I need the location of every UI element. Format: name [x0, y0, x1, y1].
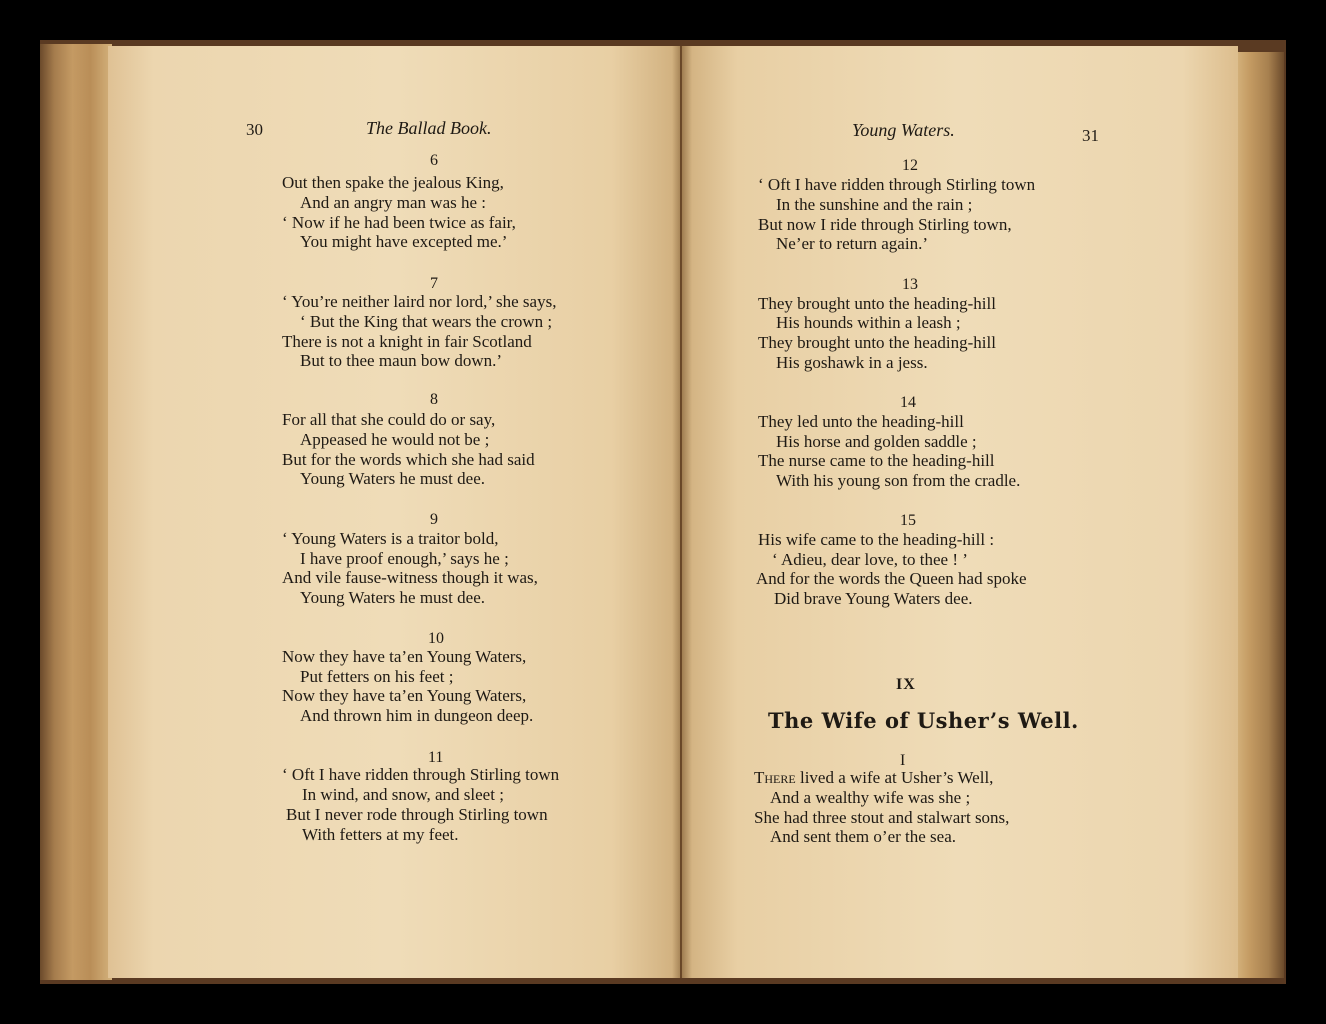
page-number: 31: [1082, 126, 1099, 145]
verse-line: Young Waters he must dee.: [300, 469, 485, 488]
verse-line: Ne’er to return again.’: [776, 234, 928, 253]
stanza-number: 10: [428, 630, 444, 647]
verse-line: Appeased he would not be ;: [300, 430, 490, 449]
stanza-number: 11: [428, 749, 444, 766]
running-head: Young Waters.: [852, 120, 955, 140]
verse-line: ‘ You’re neither laird nor lord,’ she says,: [282, 292, 557, 311]
verse-line: And thrown him in dungeon deep.: [300, 706, 534, 725]
section-title: The Wife of Usher’s Well.: [768, 708, 1079, 733]
verse-line: Put fetters on his feet ;: [300, 667, 454, 686]
verse-line: With fetters at my feet.: [302, 825, 459, 844]
verse-line: She had three stout and stalwart sons,: [754, 808, 1010, 827]
verse-line: Out then spake the jealous King,: [282, 173, 504, 192]
verse-line: You might have excepted me.’: [300, 232, 508, 251]
verse-line: The nurse came to the heading-hill: [758, 451, 995, 470]
page-edges-left: [40, 44, 112, 980]
verse-line: And sent them o’er the sea.: [770, 827, 956, 846]
verse-line: And a wealthy wife was she ;: [770, 788, 971, 807]
verse-line: ‘ But the King that wears the crown ;: [300, 312, 553, 331]
stanza-number: I: [900, 752, 906, 769]
stanza-number: 8: [430, 391, 438, 408]
verse-line: Now they have ta’en Young Waters,: [282, 686, 527, 705]
verse-line: In wind, and snow, and sleet ;: [302, 785, 504, 804]
verse-line: Now they have ta’en Young Waters,: [282, 647, 527, 666]
stanza-number: 7: [430, 275, 438, 292]
verse-line: And an angry man was he :: [300, 193, 487, 212]
stanza-number: 13: [902, 276, 918, 293]
verse-line: They brought unto the heading-hill: [758, 333, 996, 352]
verse-line: And vile fause-witness though it was,: [282, 568, 538, 587]
stanza-number: 14: [900, 394, 916, 411]
verse-line: His wife came to the heading-hill :: [758, 530, 995, 549]
page-edges-right: [1232, 52, 1284, 978]
verse-line: For all that she could do or say,: [282, 410, 496, 429]
left-page: [108, 46, 680, 978]
verse-line: But now I ride through Stirling town,: [758, 215, 1012, 234]
section-number: IX: [896, 676, 916, 693]
verse-line: There is not a knight in fair Scotland: [282, 332, 532, 351]
verse-line: ‘ Adieu, dear love, to thee ! ’: [772, 550, 968, 569]
verse-line: ‘ Oft I have ridden through Stirling town: [758, 175, 1036, 194]
verse-line: His hounds within a leash ;: [776, 313, 961, 332]
verse-line: ‘ Now if he had been twice as fair,: [282, 213, 516, 232]
verse-line: Did brave Young Waters dee.: [774, 589, 973, 608]
verse-line: But to thee maun bow down.’: [300, 351, 503, 370]
stanza-number: 12: [902, 157, 918, 174]
verse-line: ‘ Oft I have ridden through Stirling town: [282, 765, 560, 784]
right-page: [682, 46, 1238, 978]
first-verse-line: [754, 768, 993, 788]
verse-line: But I never rode through Stirling town: [286, 805, 548, 824]
verse-line: His horse and golden saddle ;: [776, 432, 977, 451]
stanza-number: 15: [900, 512, 916, 529]
running-head: The Ballad Book.: [366, 118, 492, 138]
page-number: 30: [246, 120, 263, 139]
verse-line: But for the words which she had said: [282, 450, 535, 469]
verse-line: With his young son from the cradle.: [776, 471, 1021, 490]
stanza-number: 6: [430, 152, 438, 169]
verse-line: His goshawk in a jess.: [776, 353, 928, 372]
drop-word: There: [754, 768, 796, 787]
book-gutter: [672, 46, 692, 978]
verse-line: And for the words the Queen had spoke: [756, 569, 1027, 588]
verse-line: They brought unto the heading-hill: [758, 294, 996, 313]
stanza-number: 9: [430, 511, 438, 528]
verse-line: Young Waters he must dee.: [300, 588, 485, 607]
first-line-rest: lived a wife at Usher’s Well,: [795, 768, 994, 787]
verse-line: I have proof enough,’ says he ;: [300, 549, 509, 568]
verse-line: ‘ Young Waters is a traitor bold,: [282, 529, 499, 548]
verse-line: They led unto the heading-hill: [758, 412, 964, 431]
verse-line: In the sunshine and the rain ;: [776, 195, 973, 214]
